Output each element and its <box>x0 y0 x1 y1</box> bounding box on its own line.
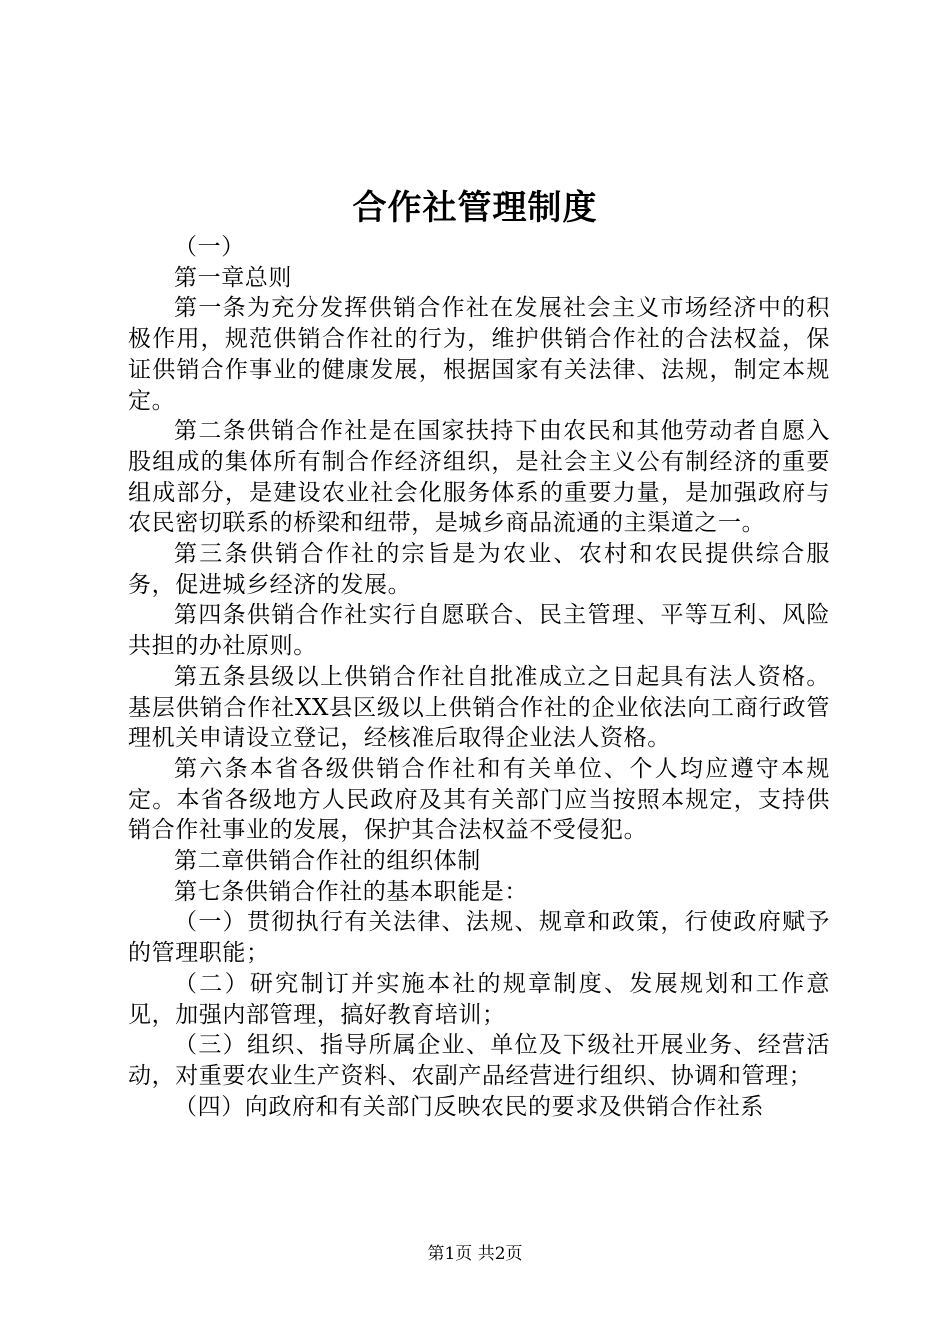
article-7-item-4: （四）向政府和有关部门反映农民的要求及供销合作社系 <box>174 1093 764 1120</box>
document-body <box>128 232 830 1122</box>
article-5: 第五条县级以上供销合作社自批准成立之日起具有法人资格。基层供销合作社XX县区级以上供销合作社的企业依法向工商行政管理机关申请设立登记，经核准后取得企业法人资格。 <box>128 663 830 752</box>
document-title: 合作社管理制度 <box>352 188 598 228</box>
chapter-heading-2: 第二章供销合作社的组织体制 <box>174 848 481 875</box>
paragraph-section-marker: （一） <box>174 234 245 260</box>
article-7: 第七条供销合作社的基本职能是： <box>174 878 528 905</box>
article-1: 第一条为充分发挥供销合作社在发展社会主义市场经济中的积极作用，规范供销合作社的行为，维护供销合作社的合法权益，保证供销合作事业的健康发展，根据国家有关法律、法规，制定本规定。 <box>128 295 830 414</box>
article-2: 第二条供销合作社是在国家扶持下由农民和其他劳动者自愿入股组成的集体所有制合作经济组织，是社会主义公有制经济的重要组成部分，是建设农业社会化服务体系的重要力量，是加强政府与农民密切联系的桥梁和纽带，是城乡商品流通的主渠道之一。 <box>128 418 830 537</box>
article-6: 第六条本省各级供销合作社和有关单位、个人均应遵守本规定。本省各级地方人民政府及其有关部门应当按照本规定，支持供销合作社事业的发展，保护其合法权益不受侵犯。 <box>128 755 830 844</box>
article-7-item-2: （二）研究制订并实施本社的规章制度、发展规划和工作意见，加强内部管理，搞好教育培训； <box>128 970 830 1028</box>
article-7-item-1: （一）贯彻执行有关法律、法规、规章和政策，行使政府赋予的管理职能； <box>128 909 830 967</box>
article-7-item-3: （三）组织、指导所属企业、单位及下级社开展业务、经营活动，对重要农业生产资料、农副产品经营进行组织、协调和管理； <box>128 1032 830 1089</box>
article-3: 第三条供销合作社的宗旨是为农业、农村和农民提供综合服务，促进城乡经济的发展。 <box>128 541 830 598</box>
article-4: 第四条供销合作社实行自愿联合、民主管理、平等互利、风险共担的办社原则。 <box>128 602 830 660</box>
page-footer: 第1页 共2页 <box>427 1244 523 1264</box>
chapter-heading-1: 第一章总则 <box>174 264 292 291</box>
